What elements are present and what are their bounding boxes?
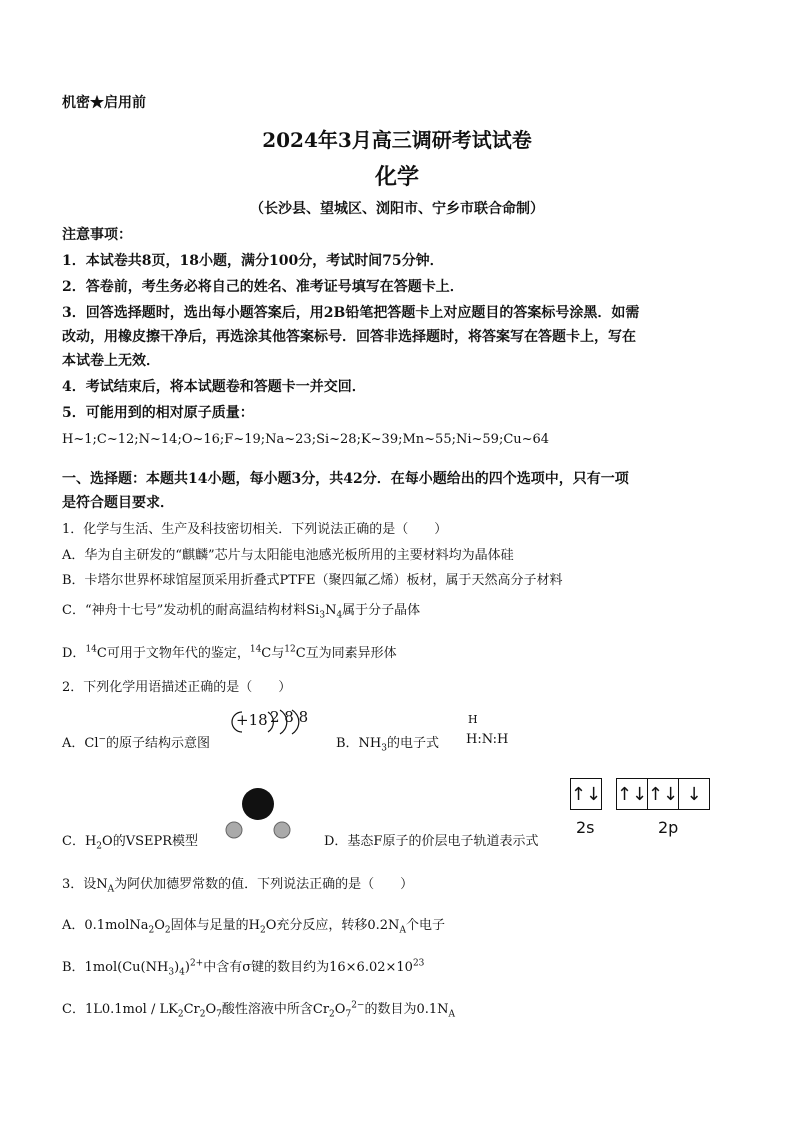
- q3-c-mid2: 的数目为0.1N: [364, 1002, 449, 1017]
- q2-option-c: [62, 830, 198, 852]
- q3-b-close2: ): [184, 960, 190, 975]
- confidential-mark: 机密★启用前: [62, 95, 146, 111]
- q3-c-sub3: 2: [329, 1009, 335, 1020]
- q3-b-sub4: 4: [179, 967, 185, 978]
- q2-a-charge: −: [98, 734, 107, 745]
- q2-c-sub2: 2: [96, 841, 103, 852]
- q3-c-cr: Cr: [183, 1002, 200, 1017]
- q1-d-label: D．: [62, 646, 86, 661]
- q3-a-subA: A: [399, 925, 406, 936]
- orbital-2s-box: [570, 778, 602, 810]
- q3-b-exp: 23: [412, 958, 425, 969]
- q3-stem-subA: A: [107, 884, 115, 895]
- q3-option-b: [62, 956, 424, 978]
- nh3-top-h: H: [468, 713, 478, 726]
- subject-title: 化学: [374, 164, 419, 190]
- q1-d-sup12: 12: [284, 644, 296, 655]
- q3-b-sub3: 3: [168, 967, 175, 978]
- q1-d-sup14a: 14: [85, 644, 97, 655]
- section-heading-line2: 是符合题目要求．: [62, 495, 174, 511]
- q1-option-d: [62, 642, 397, 661]
- q3-c-subA: A: [448, 1009, 456, 1020]
- note-2: 2．答卷前，考生务必将自己的姓名、准考证号填写在答题卡上．: [62, 279, 464, 295]
- q3-a-mid: 固体与足量的H: [170, 918, 260, 933]
- q3-a-pre: A．0.1molNa: [62, 918, 149, 933]
- q3-c-charge: 2−: [351, 1000, 365, 1011]
- q3-b-complex: (Cu(NH: [117, 960, 169, 975]
- q3-c-sub2: 2: [199, 1009, 206, 1020]
- q2-option-b: [336, 732, 439, 754]
- q1-c-sub4: 4: [336, 610, 343, 621]
- q3-c-pre: C．1L0.1mol / LK: [62, 1002, 178, 1017]
- orbital-2s-label: 2s: [576, 818, 595, 837]
- q1-c-si: Si: [306, 603, 320, 618]
- issuer-line: （长沙县、望城区、浏阳市、宁乡市联合命制）: [250, 201, 544, 217]
- q1-d-mid1: C可用于文物年代的鉴定，: [96, 646, 250, 661]
- page-title: 2024年3月高三调研考试试卷: [262, 128, 532, 152]
- q3-option-a: [62, 914, 445, 936]
- q3-b-mid: 中含有σ键的数目约为16×6.02×10: [203, 960, 413, 975]
- section-heading-line1: 一、选择题：本题共14小题，每小题3分，共42分．在每小题给出的四个选项中，只有一项: [62, 471, 629, 487]
- q1-c-sub3: 3: [319, 610, 326, 621]
- orbital-2p-z-arrows: ↓: [686, 783, 702, 805]
- note-4: 4．考试结束后，将本试题卷和答题卡一并交回．: [62, 379, 366, 395]
- q3-c-sub1: 2: [177, 1009, 184, 1020]
- q3-a-sub3: 2: [259, 925, 266, 936]
- q3-b-charge: 2+: [189, 958, 204, 969]
- q3-c-sub7b: 7: [345, 1009, 352, 1020]
- q1-stem: 1．化学与生活、生产及科技密切相关．下列说法正确的是（ ）: [62, 522, 448, 537]
- q2-c-h: C．H: [62, 834, 97, 849]
- q1-d-sup14b: 14: [249, 644, 262, 655]
- q3-a-post: 个电子: [405, 918, 445, 933]
- q3-a-sub1: 2: [148, 925, 155, 936]
- q3-stem-post: 为阿伏加德罗常数的值．下列说法正确的是（ ）: [114, 877, 414, 892]
- q3-stem-pre: 3．设N: [62, 877, 108, 892]
- q3-c-o2: O: [334, 1002, 346, 1017]
- q2-b-sub3: 3: [381, 743, 387, 754]
- q2-b-nh: B．NH: [336, 736, 382, 751]
- note-3-line3: 本试卷上无效．: [62, 353, 160, 369]
- q2-a-cl: A．Cl: [62, 736, 99, 751]
- note-3-line1: 3．回答选择题时，选出每小题答案后，用2B铅笔把答题卡上对应题目的答案标号涂黑．如需: [62, 305, 640, 321]
- orbital-2p-x-arrows: ↑↓: [617, 779, 648, 809]
- q2-a-text: 的原子结构示意图: [106, 736, 211, 751]
- note-5: 5．可能用到的相对原子质量：: [62, 405, 254, 421]
- q3-a-mid2: O充分反应，转移0.2N: [265, 918, 400, 933]
- q1-c-text: C．“神舟十七号”发动机的耐高温结构材料: [62, 603, 307, 618]
- q2-b-text: 的电子式: [387, 736, 440, 751]
- note-1: 1．本试卷共8页，18小题，满分100分，考试时间75分钟．: [62, 253, 444, 269]
- cl-shell-electrons: 2 8 8: [270, 708, 309, 726]
- h2o-vsepr-model-icon: [222, 786, 302, 846]
- q3-a-o: O: [154, 918, 165, 933]
- q3-option-c: [62, 998, 455, 1020]
- q2-stem: 2．下列化学用语描述正确的是（ ）: [62, 680, 292, 695]
- q3-b-close1: ): [174, 960, 180, 975]
- q3-a-sub2: 2: [164, 925, 171, 936]
- notes-heading: 注意事项：: [62, 227, 132, 243]
- orbital-2p-y-arrows: ↑↓: [648, 779, 679, 809]
- orbital-2s-arrows: ↑↓: [570, 783, 602, 805]
- q1-d-mid2: C与: [261, 646, 285, 661]
- q2-option-d: D．基态F原子的价层电子轨道表示式: [324, 834, 539, 849]
- orbital-2p-box: [616, 778, 710, 810]
- q1-c-post: 属于分子晶体: [342, 603, 421, 618]
- note-3-line2: 改动，用橡皮擦干净后，再选涂其他答案标号．回答非选择题时，将答案写在答题卡上，写在: [62, 329, 636, 345]
- q3-c-sub7: 7: [216, 1009, 222, 1020]
- nh3-electron-formula: H:N:H: [466, 732, 509, 747]
- atomic-masses: H~1;C~12;N~14;O~16;F~19;Na~23;Si~28;K~39;Mn~55;Ni~59;Cu~64: [62, 432, 550, 447]
- q1-option-c: [62, 599, 420, 621]
- orbital-2p-label: 2p: [658, 818, 679, 837]
- q2-option-a: [62, 732, 210, 751]
- q1-d-post: C互为同素异形体: [295, 646, 397, 661]
- q3-c-o: O: [205, 1002, 217, 1017]
- q3-b-pre: B．1mol: [62, 960, 118, 975]
- q1-option-a: A．华为自主研发的“麒麟”芯片与太阳能电池感光板所用的主要材料均为晶体硅: [62, 548, 514, 563]
- q3-c-mid: 酸性溶液中所含Cr: [221, 1002, 330, 1017]
- q1-c-n: N: [325, 603, 337, 618]
- q2-c-text: O的VSEPR模型: [102, 834, 199, 849]
- cl-nucleus-label: +18: [236, 711, 268, 729]
- q3-stem: [62, 873, 413, 895]
- q1-option-b: B．卡塔尔世界杯球馆屋顶采用折叠式PTFE（聚四氟乙烯）板材，属于天然高分子材料: [62, 573, 563, 588]
